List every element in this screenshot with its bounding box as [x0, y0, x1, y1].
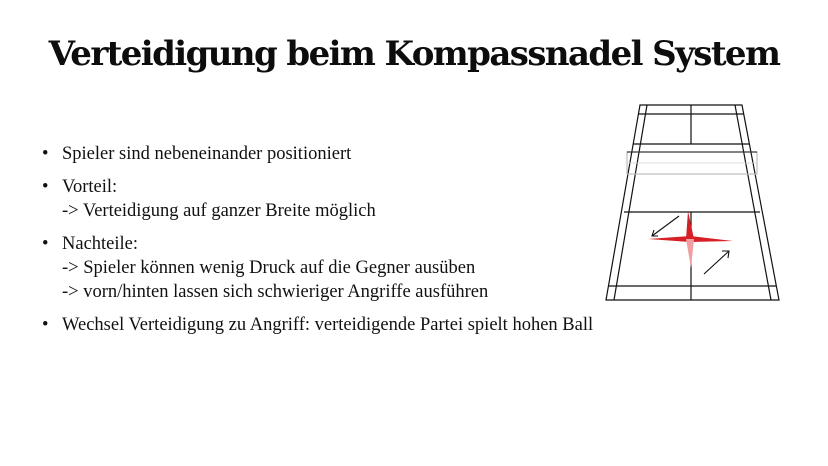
arrow-down-left-icon — [652, 216, 679, 236]
needle-east — [690, 236, 733, 242]
bullet-item — [42, 313, 602, 337]
bullet-item — [42, 175, 602, 223]
bullet-subline: -> vorn/hinten lassen sich schwieriger Angriffe ausführen — [62, 282, 489, 302]
bullet-line: Wechsel Verteidigung zu Angriff: verteidigende Partei spielt hohen Ball — [62, 315, 594, 335]
bullet-list — [42, 142, 602, 346]
net — [627, 152, 757, 174]
bullet-subline: -> Verteidigung auf ganzer Breite möglich — [62, 201, 376, 221]
bullet-item — [42, 142, 602, 166]
bullet-dot: • — [42, 144, 49, 164]
bullet-line: Nachteile: — [62, 234, 139, 254]
needle-north — [686, 211, 694, 239]
bullet-dot: • — [42, 177, 49, 197]
singles-sideline-right — [735, 105, 771, 300]
arrow-up-right-icon — [704, 251, 729, 274]
bullet-subline: -> Spieler können wenig Druck auf die Gegner ausüben — [62, 258, 476, 278]
bullet-line: Spieler sind nebeneinander positioniert — [62, 144, 352, 164]
bullet-line: Vorteil: — [62, 177, 118, 197]
badminton-court-icon — [600, 100, 790, 310]
bullet-dot: • — [42, 315, 49, 335]
slide-title: Verteidigung beim Kompassnadel System — [48, 34, 780, 74]
bullet-item — [42, 232, 602, 304]
needle-south — [686, 239, 694, 268]
singles-sideline-left — [614, 105, 647, 300]
needle-west — [648, 236, 690, 242]
court-lines — [606, 105, 779, 300]
bullet-dot: • — [42, 234, 49, 254]
